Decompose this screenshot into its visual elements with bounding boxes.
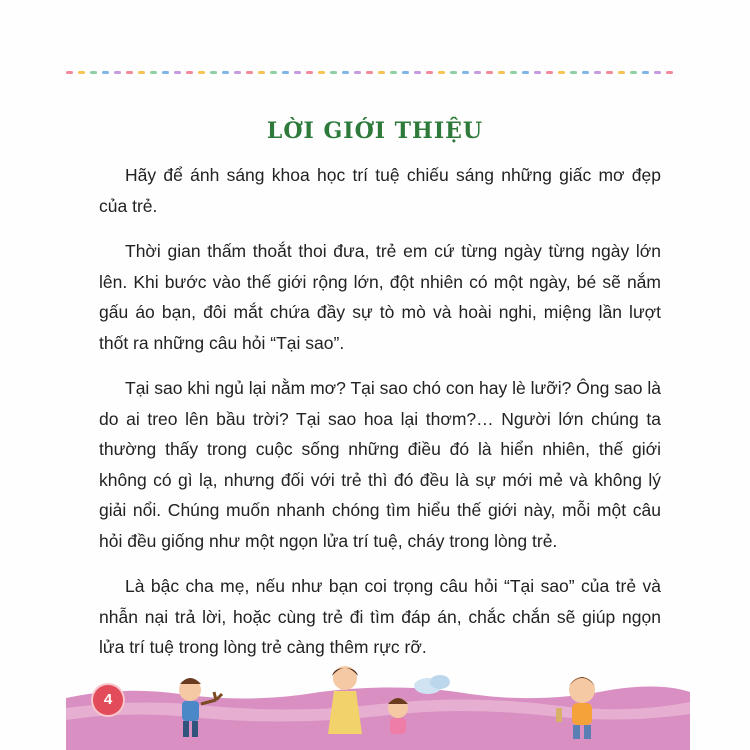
border-dot: [390, 71, 397, 74]
border-dot: [210, 71, 217, 74]
border-dot: [174, 71, 181, 74]
border-dot: [522, 71, 529, 74]
border-dot: [138, 71, 145, 74]
border-dot: [426, 71, 433, 74]
border-dot: [642, 71, 649, 74]
border-dot: [510, 71, 517, 74]
border-dot: [654, 71, 661, 74]
border-dot: [486, 71, 493, 74]
border-dot: [438, 71, 445, 74]
border-dot: [258, 71, 265, 74]
border-dot: [222, 71, 229, 74]
border-dot: [546, 71, 553, 74]
border-dot: [402, 71, 409, 74]
border-dot: [198, 71, 205, 74]
border-dot: [666, 71, 673, 74]
border-dot: [126, 71, 133, 74]
border-dot: [186, 71, 193, 74]
border-dot: [582, 71, 589, 74]
border-dot: [450, 71, 457, 74]
border-dot: [78, 71, 85, 74]
page-title: LỜI GIỚI THIỆU: [266, 118, 484, 144]
border-dot: [342, 71, 349, 74]
border-dot: [318, 71, 325, 74]
border-dot: [354, 71, 361, 74]
border-dot: [162, 71, 169, 74]
border-dot: [474, 71, 481, 74]
border-dot: [150, 71, 157, 74]
paragraph-3: Tại sao khi ngủ lại nằm mơ? Tại sao chó con hay lè lưỡi? Ông sao là do ai treo lên bầu trời? Tại sao hoa lại thơm?… Người lớn chúng ta thường thấy trong cuộc sống những điều đó là hiển nhiên, thế giới không có gì lạ, nhưng đối với trẻ thì đó đều là sự mới mẻ và không lý giải nổi. Chúng muốn nhanh chóng tìm hiểu thế giới này, mỗi một câu hỏi đều giống như một ngọn lửa trí tuệ, cháy trong lòng trẻ.: [99, 378, 661, 551]
border-dot: [294, 71, 301, 74]
border-dot: [558, 71, 565, 74]
border-dot: [378, 71, 385, 74]
border-dot: [234, 71, 241, 74]
border-dot: [90, 71, 97, 74]
paragraph-4: Là bậc cha mẹ, nếu như bạn coi trọng câu hỏi “Tại sao” của trẻ và nhẫn nại trả lời, hoặc cùng trẻ đi tìm đáp án, chắc chắn sẽ giúp ngọn lửa trí tuệ trong lòng trẻ càng thêm rực rỡ.: [99, 576, 661, 657]
border-dot: [306, 71, 313, 74]
decorative-dotted-border: [66, 70, 682, 76]
border-dot: [630, 71, 637, 74]
border-dot: [498, 71, 505, 74]
border-dot: [414, 71, 421, 74]
paragraph-2: Thời gian thấm thoắt thoi đưa, trẻ em cứ từng ngày từng ngày lớn lên. Khi bước vào thế giới rộng lớn, đột nhiên có một ngày, bé sẽ nắm gấu áo bạn, đôi mắt chứa đầy sự tò mò và hoài nghi, miệng lần lượt thốt ra những câu hỏi “Tại sao”.: [99, 241, 661, 353]
border-dot: [366, 71, 373, 74]
border-dot: [618, 71, 625, 74]
border-dot: [606, 71, 613, 74]
paragraph-1: Hãy để ánh sáng khoa học trí tuệ chiếu sáng những giấc mơ đẹp của trẻ.: [99, 165, 661, 216]
border-dot: [66, 71, 73, 74]
border-dot: [570, 71, 577, 74]
mother-figure: [328, 666, 362, 734]
border-dot: [270, 71, 277, 74]
border-dot: [534, 71, 541, 74]
border-dot: [102, 71, 109, 74]
border-dot: [594, 71, 601, 74]
border-dot: [330, 71, 337, 74]
introduction-text: [99, 160, 661, 678]
page-number-badge: 4: [93, 685, 123, 715]
border-dot: [114, 71, 121, 74]
border-dot: [462, 71, 469, 74]
border-dot: [282, 71, 289, 74]
border-dot: [246, 71, 253, 74]
